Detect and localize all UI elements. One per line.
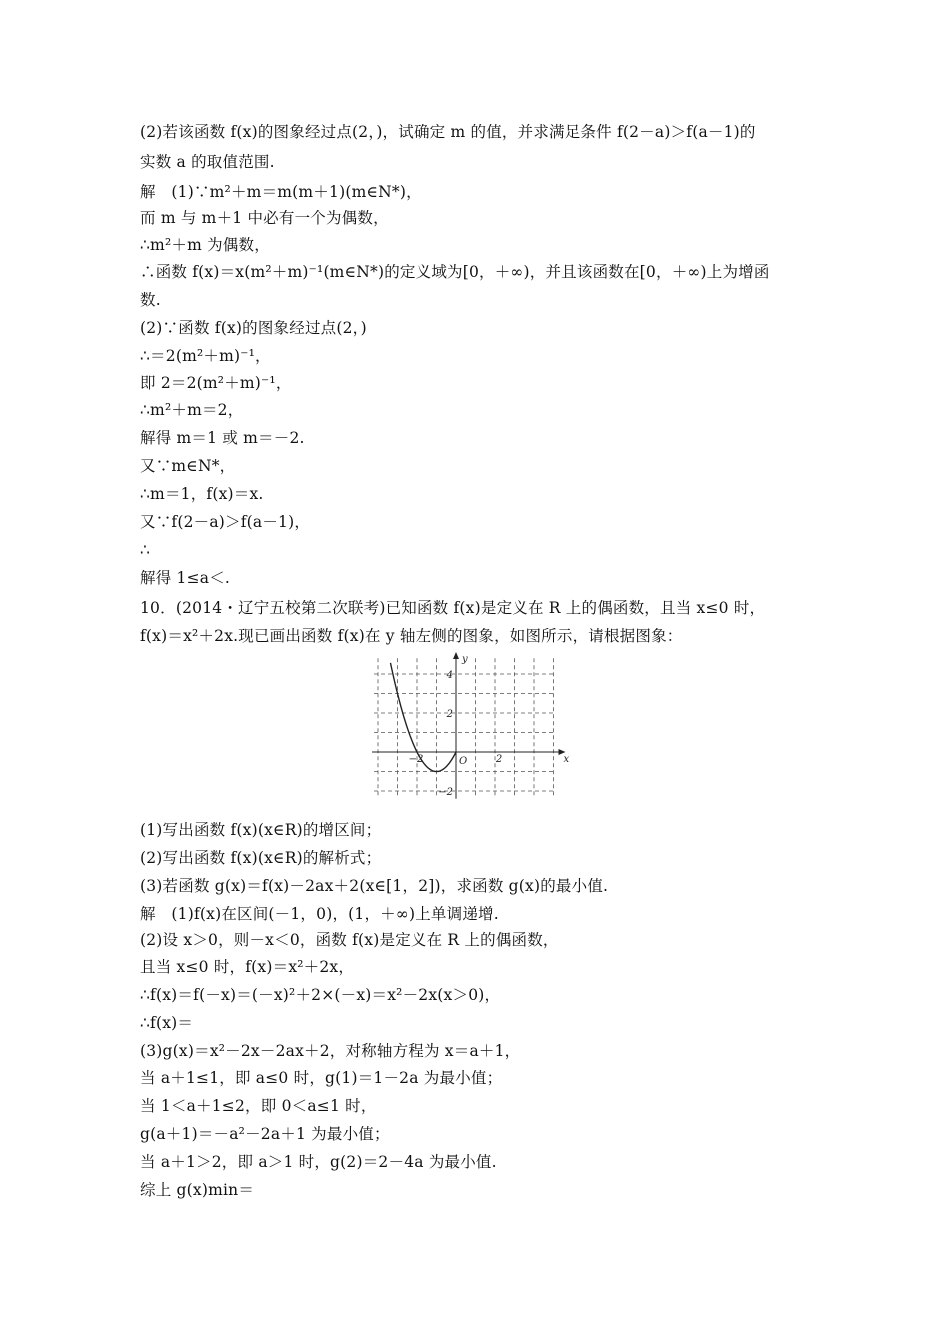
solution-10-step10: 当 a＋1＞2，即 a＞1 时，g(2)＝2－4a 为最小值.: [140, 1153, 497, 1171]
x-axis-label: x: [563, 754, 570, 765]
solution-9-step9: 解得 m＝1 或 m＝－2.: [140, 429, 305, 447]
problem-9-part2-line1: (2)若该函数 f(x)的图象经过点(2，)，试确定 m 的值，并求满足条件 f(2－a)＞f(a－1)的: [140, 123, 756, 141]
solution-9-step5: (2)∵函数 f(x)的图象经过点(2，): [140, 319, 367, 337]
function-graph-figure: [368, 652, 580, 812]
solution-10-step9: g(a＋1)＝－a²－2a＋1 为最小值；: [140, 1125, 390, 1143]
solution-9-step13: ∴: [140, 541, 151, 559]
solution-9-step7: 即 2＝2(m²＋m)⁻¹，: [140, 374, 292, 392]
solution-9-step1: 解 (1)∵m²＋m＝m(m＋1)(m∈N*)，: [140, 183, 422, 201]
solution-9-step11: ∴m＝1，f(x)＝x.: [140, 485, 264, 503]
solution-10-step1: 解 (1)f(x)在区间(－1，0)，(1，＋∞)上单调递增.: [140, 905, 499, 923]
problem-10-question2: (2)写出函数 f(x)(x∈R)的解析式；: [140, 849, 382, 867]
problem-10-question3: (3)若函数 g(x)＝f(x)－2ax＋2(x∈[1，2])，求函数 g(x)的最小值.: [140, 877, 609, 895]
solution-9-step12: 又∵f(2－a)＞f(a－1)，: [140, 513, 311, 531]
solution-10-step8: 当 1＜a＋1≤2，即 0＜a≤1 时，: [140, 1097, 377, 1115]
tick-label-y-2: 2: [446, 709, 453, 720]
solution-9-step14: 解得 1≤a＜.: [140, 569, 231, 587]
solution-9-step3: ∴m²＋m 为偶数，: [140, 236, 270, 254]
solution-10-conclusion: 综上 g(x)min＝: [140, 1181, 255, 1199]
problem-10-question1: (1)写出函数 f(x)(x∈R)的增区间；: [140, 821, 382, 839]
tick-label-x-neg2: −2: [408, 754, 424, 765]
y-axis-label: y: [462, 654, 468, 665]
y-axis-arrow: [453, 652, 459, 659]
tick-label-y-4: 4: [446, 670, 453, 681]
solution-9-step8: ∴m²＋m＝2，: [140, 401, 244, 419]
solution-9-step6: ∴＝2(m²＋m)⁻¹，: [140, 347, 271, 365]
solution-10-step4: ∴f(x)＝f(－x)＝(－x)²＋2×(－x)＝x²－2x(x＞0)，: [140, 986, 501, 1004]
solution-9-step10: 又∵m∈N*，: [140, 457, 236, 475]
tick-label-x-2: 2: [495, 754, 503, 765]
solution-9-step2: 而 m 与 m＋1 中必有一个为偶数，: [140, 209, 389, 227]
origin-label: O: [459, 756, 468, 767]
solution-10-step3: 且当 x≤0 时，f(x)＝x²＋2x，: [140, 958, 355, 976]
solution-10-step6: (3)g(x)＝x²－2x－2ax＋2，对称轴方程为 x＝a＋1，: [140, 1042, 521, 1060]
problem-10-line2: f(x)＝x²＋2x.现已画出函数 f(x)在 y 轴左侧的图象，如图所示，请根据图象：: [140, 627, 683, 645]
solution-10-step2: (2)设 x＞0，则－x＜0，函数 f(x)是定义在 R 上的偶函数，: [140, 931, 559, 949]
solution-10-step5: ∴f(x)＝: [140, 1014, 194, 1032]
tick-label-y-neg2: −2: [438, 787, 453, 798]
function-graph: [368, 652, 580, 812]
problem-10-line1: 10．(2014・辽宁五校第二次联考)已知函数 f(x)是定义在 R 上的偶函数，且当 x≤0 时，: [140, 599, 766, 617]
solution-10-step7: 当 a＋1≤1，即 a≤0 时，g(1)＝1－2a 为最小值；: [140, 1069, 503, 1087]
problem-9-part2-line2: 实数 a 的取值范围.: [140, 153, 275, 171]
solution-9-step4-cont: 数.: [140, 291, 161, 309]
solution-9-step4: ∴函数 f(x)＝x(m²＋m)⁻¹(m∈N*)的定义域为[0，＋∞)，并且该函数在[0，＋∞)上为增函: [140, 263, 770, 281]
